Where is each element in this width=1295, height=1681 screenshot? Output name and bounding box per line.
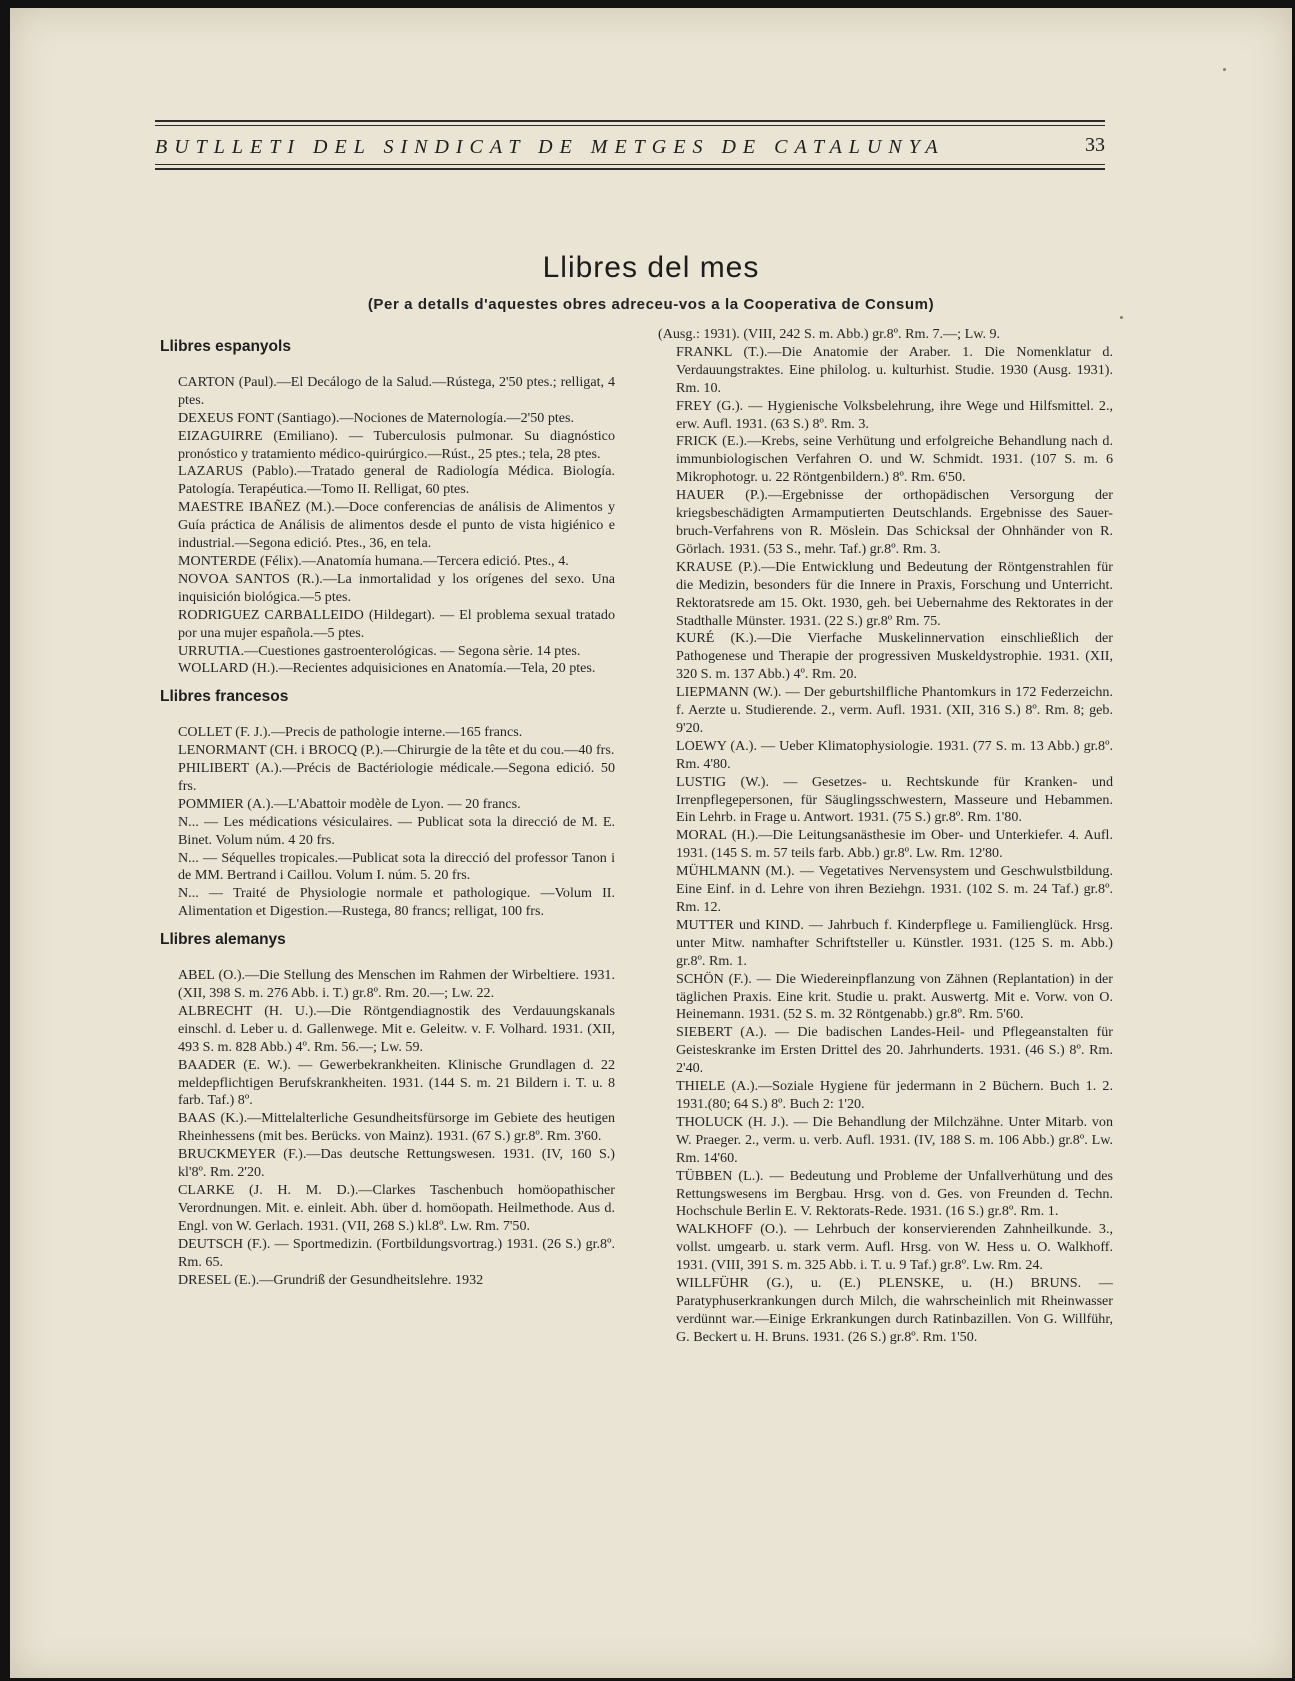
book-entry: POMMIER (A.).—L'Abattoir modèle de Lyon. — 20 francs. [178, 795, 521, 812]
book-entry: (Ausg.: 1931). (VIII, 242 S. m. Abb.) gr.8º. Rm. 7.—; Lw. 9. [658, 326, 1001, 342]
book-entry: THIELE (A.).—Soziale Hygiene für jedermann in 2 Büchern. Buch 1. 2. 1931.(80; 64 S.) 8º. Buch 2: 1'20. [676, 1078, 1113, 1112]
book-entry: URRUTIA.—Cuestiones gastroenterológicas. — Segona sèrie. 14 ptes. [178, 642, 581, 659]
book-entry: EIZAGUIRRE (Emiliano). — Tuberculosis pulmonar. Su diagnóstico pronóstico y tratamiento médico-quirúrgico.—Rúst., 25 ptes.; tela, 28 ptes. [178, 427, 615, 462]
book-entry: FRICK (E.).—Krebs, seine Verhütung und erfolgreiche Behandlung nach d. immunbiologischen Verfahren O. und W. Schmidt. 1931. (107 S. m. 6 Mikrophotogr. u. 22 Röntgenbildern.) 8º. Rm. 6'50. [676, 433, 1113, 486]
book-entry: MONTERDE (Félix).—Anatomía humana.—Tercera edició. Ptes., 4. [178, 552, 569, 569]
book-entry: MAESTRE IBAÑEZ (M.).—Doce conferencias de análisis de Alimentos y Guía práctica de Análisis de alimentos desde el punto de vista higiénico e industrial.—Segona edició. Ptes., 36, en tela. [178, 499, 615, 552]
book-entry: N... — Traité de Physiologie normale et pathologique. —Volum II. Alimentation et Digestion.—Rustega, 80 francs; relligat, 100 frs. [178, 885, 615, 920]
page-title: Llibres del mes [542, 251, 760, 284]
book-entry: LAZARUS (Pablo).—Tratado general de Radiología Médica. Biología. Patología. Terapéutica.—Tomo II. Relligat, 60 ptes. [178, 463, 615, 498]
book-entry: HAUER (P.).—Ergebnisse der orthopädischen Versorgung der kriegsbeschädigten Armamputierten Deutschlands. Ergebnisse des Sauer-bruch-Verfahrens von R. Möslein. Das Schicksal der Ohnhänder von R. Görlach. 1931. (53 S., mehr. Taf.) gr.8º. Rm. 3. [676, 487, 1113, 557]
book-entry: N... — Les médications vésiculaires. — Publicat sota la direcció de M. E. Binet. Volum núm. 4 20 frs. [178, 813, 615, 848]
book-entry: WALKHOFF (O.). — Lehrbuch der konservierenden Zahnheilkunde. 3., vollst. umgearb. u. stark verm. Aufl. Hrsg. von W. Hess u. O. Walkhoff. 1931. (VIII, 391 S. m. 325 Abb. i. T. u. 9 Taf.) gr.8º. Lw. Rm. 24. [676, 1221, 1113, 1274]
book-entry: COLLET (F. J.).—Precis de pathologie interne.—165 francs. [178, 724, 523, 741]
book-entry: FRANKL (T.).—Die Anatomie der Araber. 1. Die Nomenklatur d. Verdauungstraktes. Eine philolog. u. kulturhist. Studie. 1930 (Ausg. 1931). Rm. 10. [676, 343, 1113, 396]
book-entry: THOLUCK (H. J.). — Die Behandlung der Milchzähne. Unter Mitarb. von W. Praeger. 2., verm. u. verb. Aufl. 1931. (IV, 188 S. m. 106 Abb.) gr.8º. Lw. Rm. 14'60. [676, 1113, 1113, 1166]
book-entry: N... — Séquelles tropicales.—Publicat sota la direcció del professor Tanon i de MM. Bertrand i Caillou. Volum I. núm. 5. 20 frs. [178, 849, 615, 884]
book-entry: PHILIBERT (A.).—Précis de Bactériologie médicale.—Segona edició. 50 frs. [178, 760, 615, 794]
book-entry: CLARKE (J. H. M. D.).—Clarkes Taschenbuch homöopathischer Verordnungen. Mit. e. einleit. Abh. über d. homöopath. Heilmethode. Aus d. Engl. von W. Gerlach. 1931. (VII, 268 S.) kl.8º. Lw. Rm. 7'50. [178, 1181, 615, 1234]
header-rule [155, 120, 1105, 122]
book-entry: ALBRECHT (H. U.).—Die Röntgendiagnostik des Verdauungskanals einschl. d. Leber u. d. Gallenwege. Mit e. Geleitw. v. F. Volhard. 1931. (XII, 493 S. m. 828 Abb.) 4º. Rm. 56.—; Lw. 59. [178, 1002, 615, 1055]
paper-speck [1223, 68, 1226, 71]
header-rule [155, 168, 1105, 170]
book-entry: LIEPMANN (W.). — Der geburtshilfliche Phantomkurs in 172 Federzeichn. f. Aerzte u. Studierende. 2., verm. Aufl. 1931. (XII, 316 S.) 8º. Rm. 8; geb. 9'20. [676, 684, 1113, 736]
book-entry: DEXEUS FONT (Santiago).—Nociones de Maternología.—2'50 ptes. [178, 409, 575, 426]
right-column [658, 326, 1113, 1347]
document-page [10, 8, 1292, 1678]
book-entry: TÜBBEN (L.). — Bedeutung und Probleme der Unfallverhütung und des Rettungswesens im Bergbau. Hrsg. von d. Ges. von Freunden d. Techn. Hochschule Berlin E. V. Rektorats-Rede. 1931. (16 S.) gr.8º. Rm. 1. [676, 1167, 1113, 1220]
book-entry: DRESEL (E.).—Grundriß der Gesundheitslehre. 1932 [178, 1271, 484, 1288]
book-entry: BAAS (K.).—Mittelalterliche Gesundheitsfürsorge im Gebiete des heutigen Rheinhessens (mit bes. Berücks. von Mainz). 1931. (67 S.) gr.8º. Rm. 3'60. [178, 1110, 615, 1145]
book-entry: LOEWY (A.). — Ueber Klimatophysiologie. 1931. (77 S. m. 13 Abb.) gr.8º. Rm. 4'80. [676, 737, 1113, 772]
book-entry: RODRIGUEZ CARBALLEIDO (Hildegart). — El problema sexual tratado por una mujer española.—5 ptes. [178, 606, 615, 641]
book-entry: BRUCKMEYER (F.).—Das deutsche Rettungswesen. 1931. (IV, 160 S.) kl'8º. Rm. 2'20. [178, 1146, 615, 1181]
section-heading: Llibres alemanys [160, 931, 286, 949]
section-heading: Llibres francesos [160, 688, 289, 706]
page-subtitle: (Per a detalls d'aquestes obres adreceu-vos a la Cooperativa de Consum) [367, 296, 935, 313]
paper-speck [1120, 316, 1123, 319]
running-header [155, 120, 1105, 170]
book-entry: ABEL (O.).—Die Stellung des Menschen im Rahmen der Wirbeltiere. 1931. (XII, 398 S. m. 276 Abb. i. T.) gr.8º. Rm. 20.—; Lw. 22. [178, 967, 615, 1001]
book-entry: MUTTER und KIND. — Jahrbuch f. Kinderpflege u. Familienglück. Hrsg. unter Mitw. namhafter Schriftsteller u. Künstler. 1931. (125 S. m. Abb.) gr.8º. Rm. 1. [676, 916, 1113, 969]
book-entry: CARTON (Paul).—El Decálogo de la Salud.—Rústega, 2'50 ptes.; relligat, 4 ptes. [178, 373, 615, 408]
book-entry: WILLFÜHR (G.), u. (E.) PLENSKE, u. (H.) BRUNS. — Paratyphuserkrankungen durch Milch, die wahrscheinlich mit Rheinwasser verdünnt war.—Einige Erkrankungen durch Ratinbazillen. Von G. Willführ, G. Beckert u. H. Bruns. 1931. (26 S.) gr.8º. Rm. 1'50. [676, 1275, 1113, 1345]
book-entry: LUSTIG (W.). — Gesetzes- u. Rechtskunde für Kranken- und Irrenpflegepersonen, für Säuglingsschwestern, Masseure und Hebammen. Ein Lehrb. in Frage u. Antwort. 1931. (75 S.) gr.8º. Rm. 1'80. [676, 773, 1113, 826]
book-entry: MÜHLMANN (M.). — Vegetatives Nervensystem und Geschwulstbildung. Eine Einf. in d. Lehre von ihren Beziehgn. 1931. (102 S. m. 24 Taf.) gr.8º. Rm. 12. [676, 863, 1113, 915]
book-entry: SCHÖN (F.). — Die Wiedereinpflanzung von Zähnen (Replantation) in der täglichen Praxis. Eine krit. Studie u. prakt. Auswertg. Mit e. Vorw. von O. Heinemann. 1931. (52 S. m. 32 Röntgenabb.) gr.8º. Rm. 5'60. [676, 970, 1113, 1023]
book-entry: DEUTSCH (F.). — Sportmedizin. (Fortbildungsvortrag.) 1931. (26 S.) gr.8º. Rm. 65. [178, 1235, 615, 1270]
journal-title: BUTLLETI DEL SINDICAT DE METGES DE CATALUNYA [155, 136, 945, 158]
book-entry: WOLLARD (H.).—Recientes adquisiciones en Anatomía.—Tela, 20 ptes. [178, 660, 596, 677]
book-entry: SIEBERT (A.). — Die badischen Landes-Heil- und Pflegeanstalten für Geisteskranke im Ersten Drittel des 20. Jahrhunderts. 1931. (46 S.) 8º. Rm. 2'40. [676, 1024, 1113, 1077]
book-entry: FREY (G.). — Hygienische Volksbelehrung, ihre Wege und Hilfsmittel. 2., erw. Aufl. 1931. (63 S.) 8º. Rm. 3. [676, 397, 1113, 432]
section-heading: Llibres espanyols [160, 338, 291, 355]
left-column [160, 326, 615, 1289]
header-rule [155, 125, 1105, 126]
book-entry: LENORMANT (CH. i BROCQ (P.).—Chirurgie de la tête et du cou.—40 frs. [178, 742, 615, 759]
book-entry: BAADER (E. W.). — Gewerbekrankheiten. Klinische Grundlagen d. 22 meldepflichtigen Berufskrankheiten. 1931. (144 S. m. 21 Bildern i. T. u. 8 farb. Taf.) 8º. [178, 1056, 615, 1109]
book-entry: KRAUSE (P.).—Die Entwicklung und Bedeutung der Röntgenstrahlen für die Medizin, besonders für die Innere in Praxis, Forschung und Unterricht. Rektoratsrede am 15. Okt. 1930, geh. bei Uebernahme des Rektorates in der Stadthalle Münster. 1931. (22 S.) gr.8º Rm. 75. [676, 558, 1113, 629]
book-entry: NOVOA SANTOS (R.).—La inmortalidad y los orígenes del sexo. Una inquisición biológica.—5 ptes. [178, 570, 615, 605]
book-entry: KURÉ (K.).—Die Vierfache Muskelinnervation einschließlich der Pathogenese und Therapie der progressiven Muskeldystrophie. 1931. (XII, 320 S. m. 137 Abb.) 4º. Rm. 20. [676, 630, 1113, 683]
page-number: 33 [1085, 134, 1105, 156]
book-entry: MORAL (H.).—Die Leitungsanästhesie im Ober- und Unterkiefer. 4. Aufl. 1931. (145 S. m. 57 teils farb. Abb.) gr.8º. Lw. Rm. 12'80. [676, 827, 1113, 862]
header-rule [155, 164, 1105, 165]
